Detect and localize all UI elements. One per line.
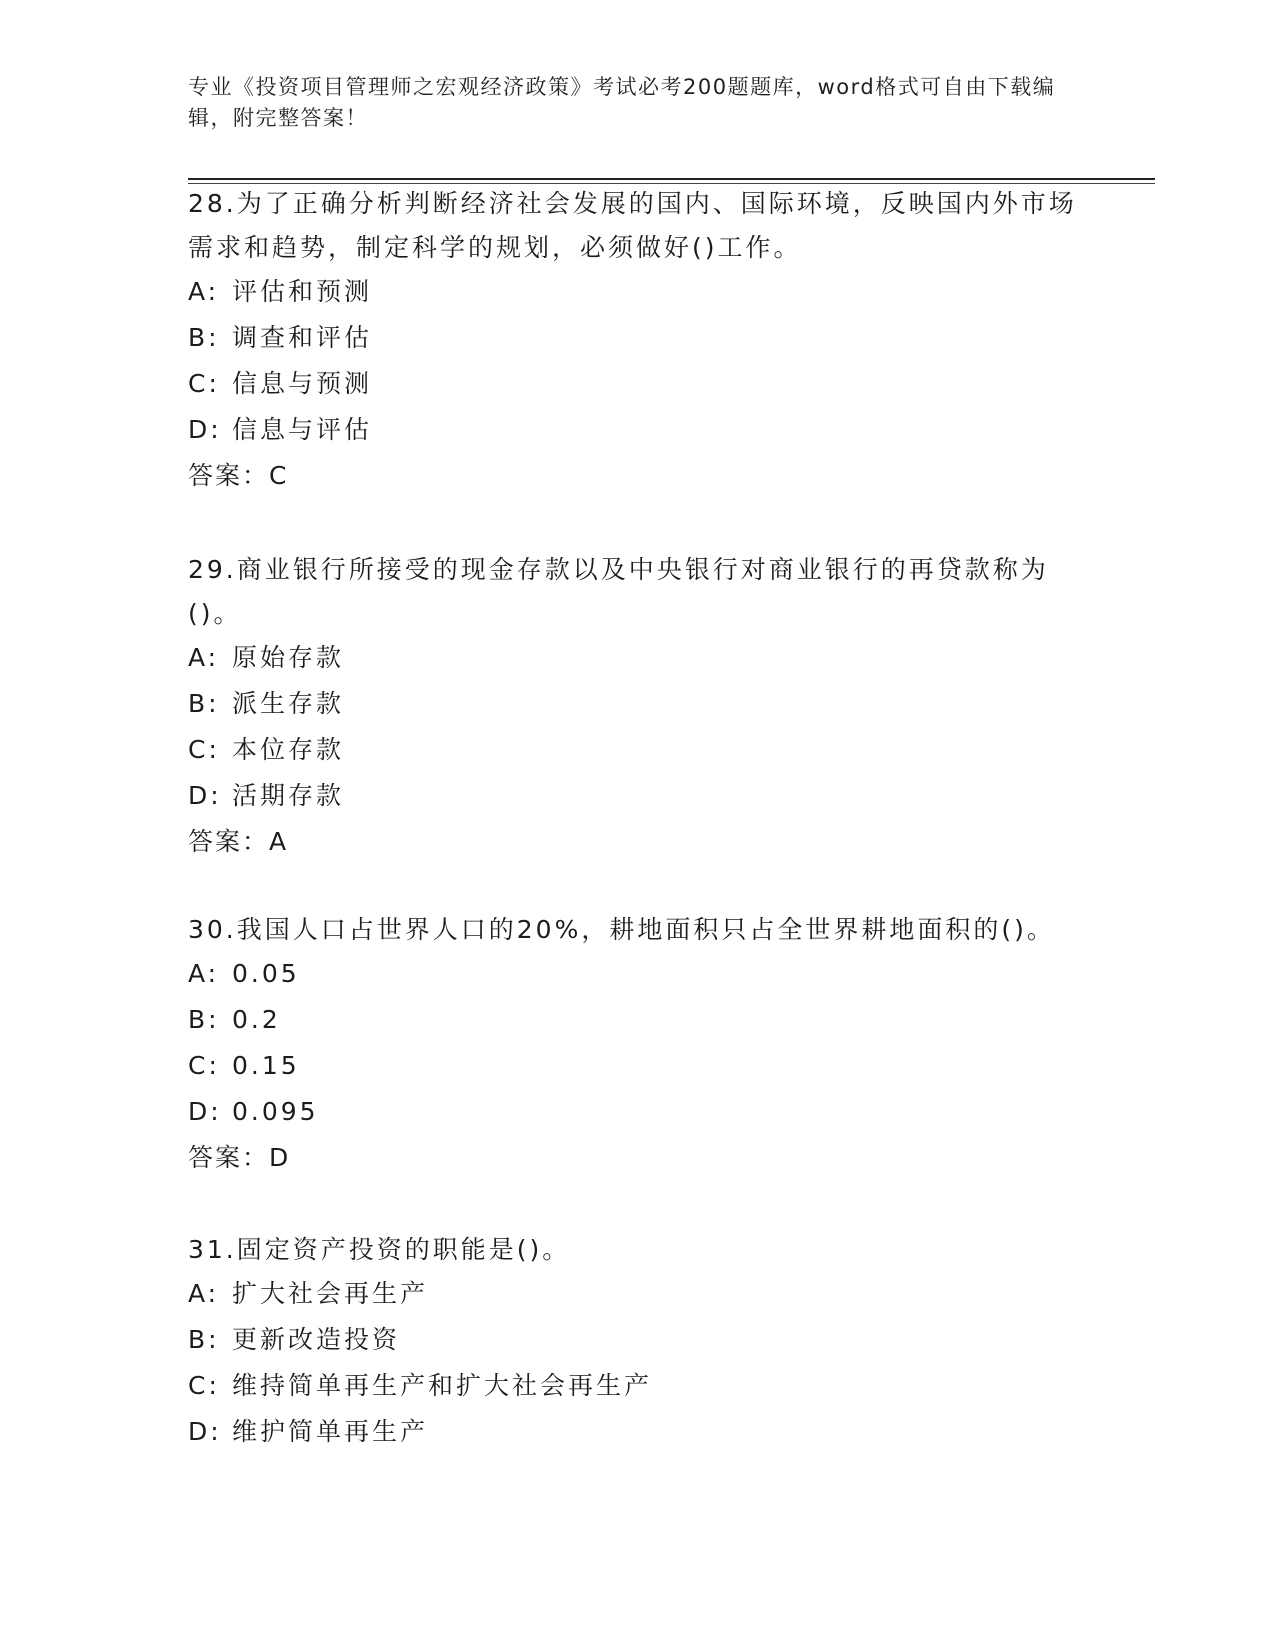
option-letter: D: [188,1417,222,1446]
option-letter: A: [188,1279,220,1308]
option-letter: A: [188,277,220,306]
option-b [188,998,1088,1044]
option-text: 维持简单再生产和扩大社会再生产 [232,1371,653,1400]
option-c [188,362,1088,408]
option-a [188,952,1088,998]
question-stem: 31.固定资产投资的职能是()。 [188,1235,571,1264]
option-text: 0.15 [232,1051,300,1080]
option-text: 扩大社会再生产 [232,1279,429,1308]
question-28 [188,182,1088,498]
option-text: 信息与评估 [232,415,373,444]
option-d [188,1090,1088,1136]
question-29 [188,548,1088,864]
option-letter: D: [188,1097,222,1126]
option-a [188,1272,1088,1318]
option-d [188,1410,1088,1456]
option-letter: A: [188,643,220,672]
option-a [188,636,1088,682]
question-30 [188,908,1088,1180]
option-text: 维护简单再生产 [232,1417,429,1446]
answer-label: 答案：A [188,827,289,856]
option-letter: C: [188,1051,220,1080]
question-stem: 30.我国人口占世界人口的20%，耕地面积只占全世界耕地面积的()。 [188,915,1055,944]
option-letter: D: [188,415,222,444]
option-letter: B: [188,323,220,352]
option-c [188,1364,1088,1410]
option-letter: B: [188,1325,220,1354]
header-divider-thick [188,178,1155,180]
document-header: 专业《投资项目管理师之宏观经济政策》考试必考200题题库，word格式可自由下载编辑，附完整答案！ [188,75,1056,130]
option-text: 活期存款 [232,781,345,810]
option-letter: C: [188,1371,220,1400]
question-stem: 28.为了正确分析判断经济社会发展的国内、国际环境，反映国内外市场需求和趋势，制定科学的规划，必须做好()工作。 [188,189,1077,262]
option-text: 0.095 [232,1097,319,1126]
option-b [188,682,1088,728]
option-b [188,316,1088,362]
option-c [188,728,1088,774]
option-text: 派生存款 [232,689,345,718]
option-text: 原始存款 [232,643,345,672]
option-b [188,1318,1088,1364]
option-text: 本位存款 [232,735,345,764]
option-letter: C: [188,735,220,764]
option-letter: C: [188,369,220,398]
option-letter: B: [188,689,220,718]
option-letter: B: [188,1005,220,1034]
option-letter: D: [188,781,222,810]
option-text: 信息与预测 [232,369,373,398]
option-text: 调查和评估 [232,323,373,352]
option-text: 更新改造投资 [232,1325,401,1354]
question-31 [188,1228,1088,1456]
option-text: 0.05 [232,959,300,988]
answer-label: 答案：D [188,1143,291,1172]
option-letter: A: [188,959,220,988]
option-d [188,774,1088,820]
question-stem: 29.商业银行所接受的现金存款以及中央银行对商业银行的再贷款称为()。 [188,555,1049,628]
option-text: 评估和预测 [232,277,373,306]
answer-label: 答案：C [188,461,289,490]
option-c [188,1044,1088,1090]
option-a [188,270,1088,316]
option-d [188,408,1088,454]
option-text: 0.2 [232,1005,281,1034]
